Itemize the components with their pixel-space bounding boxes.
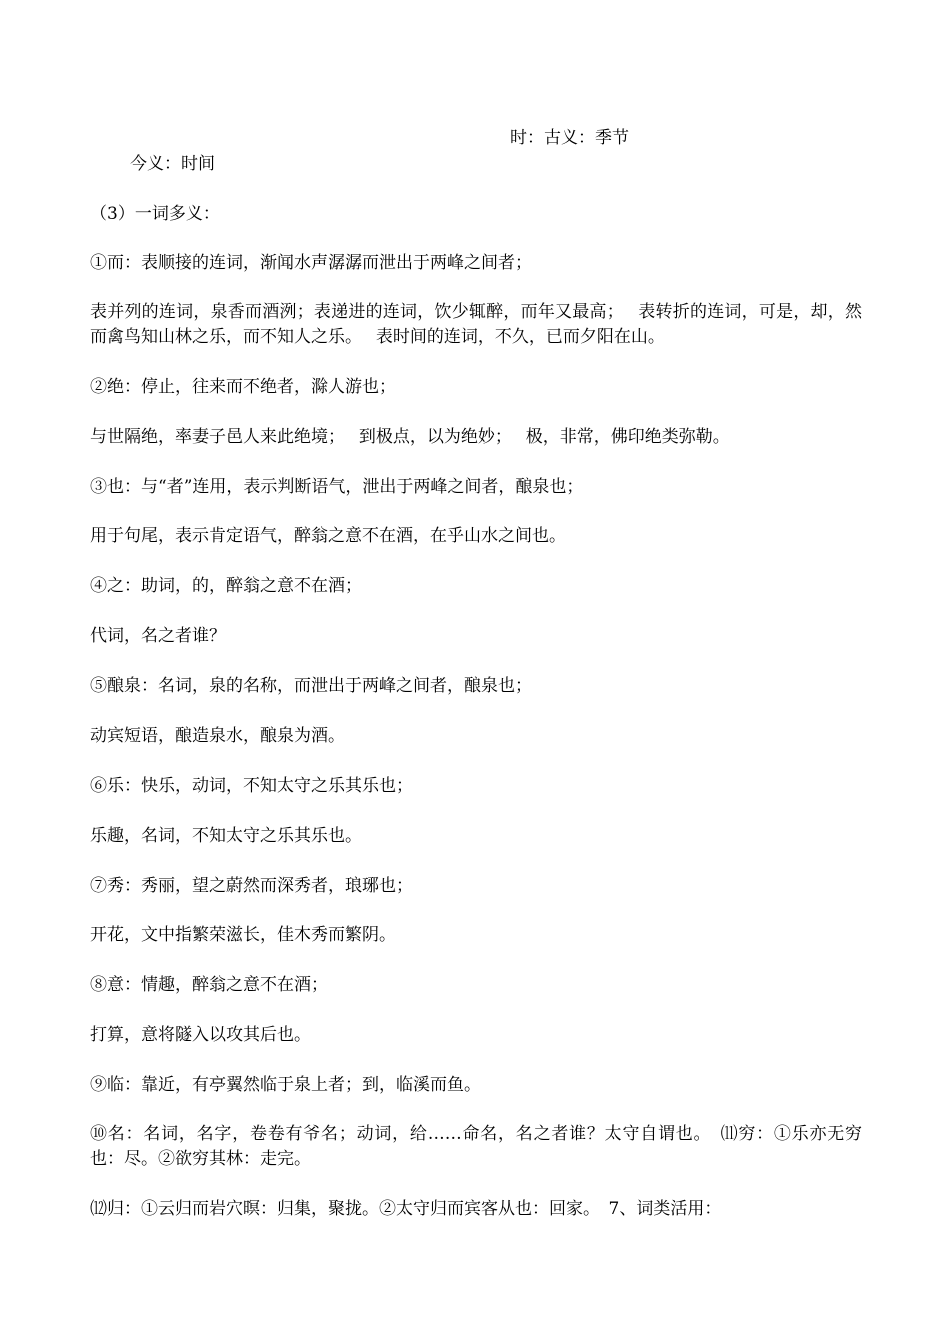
entry-zhi-meanings: 代词，名之者谁？ [90,626,226,646]
entry-lin: ⑨临：靠近，有亭翼然临于泉上者；到，临溪而鱼。 [90,1075,481,1095]
entry-niangquan: ⑤酿泉：名词，泉的名称，而泄出于两峰之间者，酿泉也； [90,676,532,696]
entry-le-meanings: 乐趣，名词，不知太守之乐其乐也。 [90,826,362,846]
entry-ye: ③也：与“者”连用，表示判断语气，泄出于两峰之间者，酿泉也； [90,477,584,497]
entry-xiu-meanings: 开花，文中指繁荣滋长，佳木秀而繁阴。 [90,925,396,945]
text-line-jin-yi: 今义：时间 [130,154,215,174]
entry-le: ⑥乐：快乐，动词，不知太守之乐其乐也； [90,776,413,796]
entry-er: ①而：表顺接的连词，渐闻水声潺潺而泄出于两峰之间者； [90,253,532,273]
entry-yi-meanings: 打算，意将隧入以攻其后也。 [90,1025,311,1045]
section-heading-polysemy: （3）一词多义： [90,204,220,224]
entry-zhi: ④之：助词，的，醉翁之意不在酒； [90,576,362,596]
entry-jue: ②绝：停止，往来而不绝者，滁人游也； [90,377,396,397]
entry-jue-meanings: 与世隔绝，率妻子邑人来此绝境； 到极点，以为绝妙； 极，非常，佛印绝类弥勒。 [90,427,730,447]
text-line-shi-gu-yi: 时：古义：季节 [510,128,629,148]
entry-gui: ⑿归：①云归而岩穴暝：归集，聚拢。②太守归而宾客从也：回家。 7、词类活用： [90,1199,722,1219]
entry-yi: ⑧意：情趣，醉翁之意不在酒； [90,975,328,995]
entry-er-meanings: 表并列的连词，泉香而酒洌；表递进的连词，饮少辄醉，而年又最高； 表转折的连词，可是，却，然而禽鸟知山林之乐，而不知人之乐。 表时间的连词，不久，已而夕阳在山。 [90,302,862,347]
entry-xiu: ⑦秀：秀丽，望之蔚然而深秀者，琅琊也； [90,876,413,896]
entry-ming-qiong: ⑩名：名词，名字，卷卷有爷名；动词，给……命名，名之者谁？太守自谓也。 ⑾穷：①乐亦无穷也：尽。②欲穷其林：走完。 [90,1124,862,1169]
entry-ye-meanings: 用于句尾，表示肯定语气，醉翁之意不在酒，在乎山水之间也。 [90,526,566,546]
entry-niangquan-meanings: 动宾短语，酿造泉水，酿泉为酒。 [90,726,345,746]
